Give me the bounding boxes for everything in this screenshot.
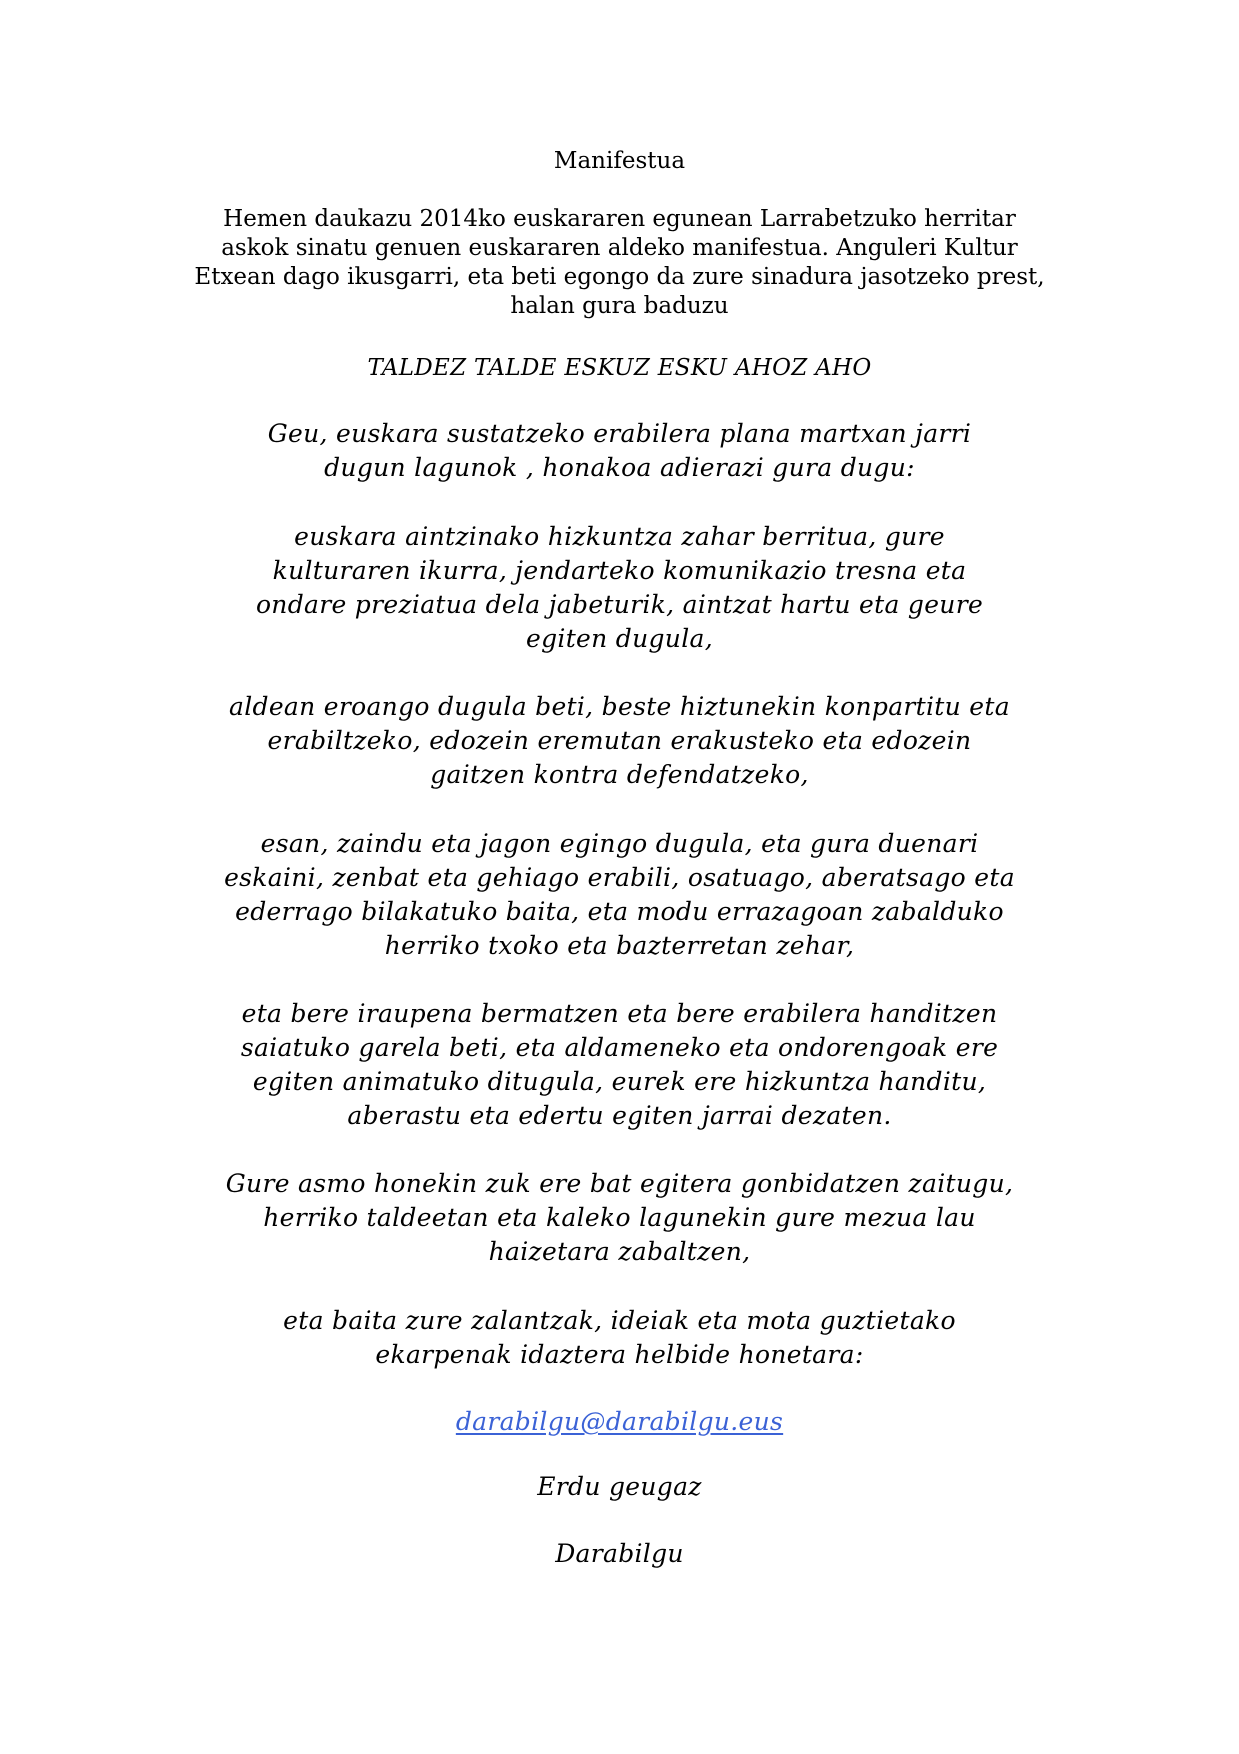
document-title: Manifestua [553,148,686,174]
paragraph-line: saiatuko garela beti, eta aldameneko eta ondorengoak ere [240,1033,999,1062]
paragraph-line: esan, zaindu eta jagon egingo dugula, eta gura duenari [260,829,979,858]
paragraph-line: ondare preziatua dela jabeturik, aintzat hartu eta geure [255,590,984,619]
manifesto-paragraph-4 [150,827,1089,963]
intro-line: Hemen daukazu 2014ko euskararen egunean Larrabetzuko herritar [223,206,1016,232]
paragraph-line: ederrago bilakatuko baita, eta modu errazagoan zabalduko [235,897,1004,926]
paragraph-line: herriko taldeetan eta kaleko lagunekin gure mezua lau [263,1203,976,1232]
manifesto-paragraph-7 [150,1304,1089,1372]
intro-paragraph [150,205,1089,321]
paragraph-line: eta bere iraupena bermatzen eta bere erabilera handitzen [241,999,998,1028]
paragraph-line: eskaini, zenbat eta gehiago erabili, osatuago, aberatsago eta [224,863,1015,892]
paragraph-line: herriko txoko eta bazterretan zehar, [384,931,855,960]
paragraph-line: eta baita zure zalantzak, ideiak eta mota guztietako [283,1306,956,1335]
paragraph-line: Gure asmo honekin zuk ere bat egitera gonbidatzen zaitugu, [225,1169,1014,1198]
paragraph-line: kulturaren ikurra, jendarteko komunikazio tresna eta [272,556,967,585]
paragraph-line: egiten animatuko ditugula, eurek ere hizkuntza handitu, [252,1067,987,1096]
manifesto-paragraph-1 [150,417,1089,485]
paragraph-line: gaitzen kontra defendatzeko, [430,760,809,789]
signature: Darabilgu [555,1539,684,1568]
intro-line: Etxean dago ikusgarri, eta beti egongo da zure sinadura jasotzeko prest, [194,264,1045,290]
manifesto-paragraph-5 [150,997,1089,1133]
slogan-heading: TALDEZ TALDE ESKUZ ESKU AHOZ AHO [367,355,872,381]
paragraph-line: dugun lagunok , honakoa adierazi gura dugu: [324,453,915,482]
intro-line: halan gura baduzu [510,293,729,319]
email-line [150,1405,1089,1439]
manifesto-paragraph-3 [150,690,1089,792]
paragraph-line: haizetara zabaltzen, [488,1237,751,1266]
paragraph-line: egiten dugula, [526,624,713,653]
email-link[interactable]: darabilgu@darabilgu.eus [455,1407,784,1436]
paragraph-line: erabiltzeko, edozein eremutan erakusteko eta edozein [267,726,972,755]
paragraph-line: ekarpenak idaztera helbide honetara: [375,1340,864,1369]
manifesto-paragraph-2 [150,520,1089,656]
manifesto-paragraph-6 [150,1167,1089,1269]
intro-line: askok sinatu genuen euskararen aldeko manifestua. Anguleri Kultur [221,235,1018,261]
paragraph-line: aberastu eta edertu egiten jarrai dezaten. [347,1101,892,1130]
paragraph-line: euskara aintzinako hizkuntza zahar berritua, gure [294,522,945,551]
closing-line: Erdu geugaz [537,1472,702,1501]
paragraph-line: Geu, euskara sustatzeko erabilera plana martxan jarri [267,419,972,448]
paragraph-line: aldean eroango dugula beti, beste hiztunekin konpartitu eta [229,692,1010,721]
